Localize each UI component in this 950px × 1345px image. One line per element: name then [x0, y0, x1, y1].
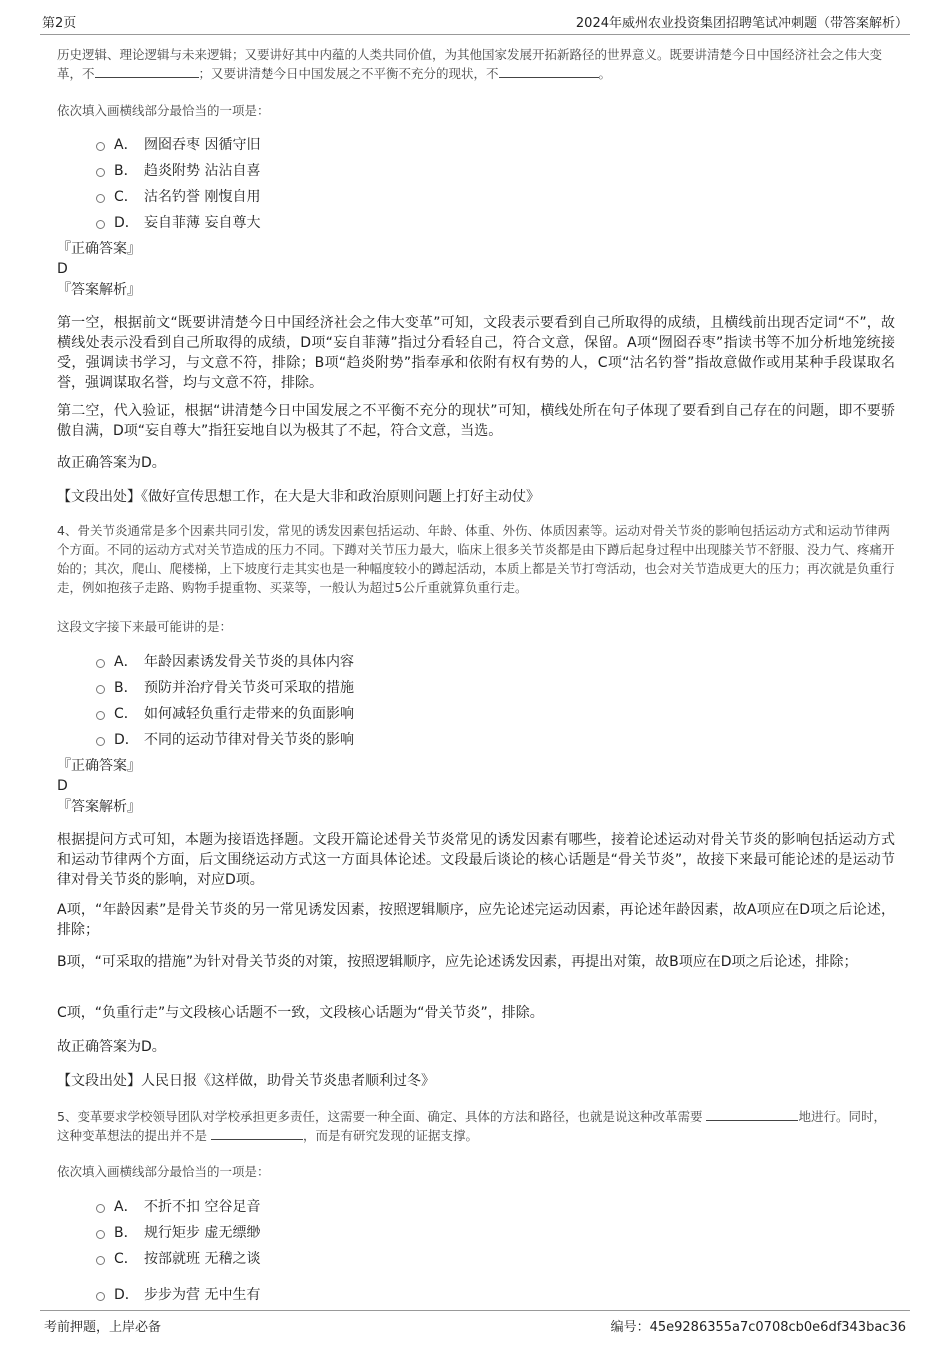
option-text: 囫囵吞枣 因循守旧: [144, 137, 261, 153]
question-5-options: [96, 1193, 696, 1307]
question-prompt: 依次填入画横线部分最恰当的一项是：: [57, 1164, 270, 1179]
question-3-options: [96, 131, 696, 235]
option-text: 趋炎附势 沾沾自喜: [144, 163, 261, 179]
analysis-label: 『答案解析』: [57, 799, 141, 815]
analysis-paragraph: 根据提问方式可知，本题为接语选择题。文段开篇论述骨关节炎常见的诱发因素有哪些，接着论述运动对骨关节炎的影响包括运动方式和运动节律两个方面，后文围绕运动方式这一方面具体论述。文段最后谈论的核心话题是“骨关节炎”，故接下来最可能论述的是运动节律对骨关节炎的影响，对应D项。: [57, 832, 895, 888]
option-letter: D．: [114, 215, 139, 231]
radio-icon[interactable]: [96, 1292, 105, 1301]
correct-answer-value: D: [57, 261, 68, 277]
radio-icon[interactable]: [96, 1204, 105, 1213]
radio-icon[interactable]: [96, 220, 105, 229]
option-letter: D．: [114, 1287, 139, 1303]
question-text-part: ；又要讲清楚今日中国发展之不平衡不充分的现状，不: [198, 66, 499, 81]
question-text-part: 5、变革要求学校领导团队对学校承担更多责任，这需要一种全面、确定、具体的方法和路径，也就是说这种改革需要: [57, 1109, 707, 1124]
analysis-paragraph: B项，“可采取的措施”为针对骨关节炎的对策，按照逻辑顺序，应先论述诱发因素，再提出对策，故B项应在D项之后论述，排除；: [57, 954, 858, 970]
option-text: 步步为营 无中生有: [144, 1287, 261, 1303]
page-header: [40, 12, 910, 35]
page-number: 第2页: [42, 16, 77, 31]
analysis-paragraph: A项，“年龄因素”是骨关节炎的另一常见诱发因素，按照逻辑顺序，应先论述完运动因素，再论述年龄因素，故A项应在D项之后论述，排除；: [57, 902, 895, 938]
radio-icon[interactable]: [96, 1230, 105, 1239]
analysis-paragraph: 第一空，根据前文“既要讲清楚今日中国经济社会之伟大变革”可知，文段表示要看到自己所取得的成绩，且横线前出现否定词“不”，故横线处表示没看到自己所取得的成绩，D项“妄自菲薄”指过分看轻自己，符合文意，保留。A项“囫囵吞枣”指读书等不加分析地笼统接受，强调读书学习，与文意不符，排除；B项“趋炎附势”指奉承和依附有权有势的人，C项“沽名钓誉”指故意做作或用某种手段谋取名誉，强调谋取名誉，均与文意不符，排除。: [57, 315, 895, 391]
option-letter: A．: [114, 1199, 138, 1215]
option-c[interactable]: [96, 183, 696, 209]
radio-icon[interactable]: [96, 737, 105, 746]
option-c[interactable]: [96, 1245, 696, 1271]
option-d[interactable]: [96, 1281, 696, 1307]
option-a[interactable]: [96, 648, 696, 674]
radio-icon[interactable]: [96, 142, 105, 151]
option-letter: B．: [114, 680, 138, 696]
option-b[interactable]: [96, 157, 696, 183]
option-letter: C．: [114, 189, 138, 205]
option-text: 沽名钓誉 刚愎自用: [144, 189, 261, 205]
correct-answer-label: 『正确答案』: [57, 758, 141, 774]
option-letter: C．: [114, 706, 138, 722]
option-letter: B．: [114, 163, 138, 179]
question-4-prompt: [57, 617, 895, 636]
option-b[interactable]: [96, 1219, 696, 1245]
page-footer: [40, 1310, 910, 1335]
option-text: 不折不扣 空谷足音: [144, 1199, 261, 1215]
radio-icon[interactable]: [96, 1256, 105, 1265]
option-letter: D．: [114, 732, 139, 748]
blank-line: [95, 65, 199, 78]
question-text-part: 。: [598, 66, 612, 81]
blank-line: [499, 65, 599, 78]
radio-icon[interactable]: [96, 711, 105, 720]
text-source: 【文段出处】《做好宣传思想工作，在大是大非和政治原则问题上打好主动仗》: [57, 489, 540, 505]
correct-answer-value: D: [57, 778, 68, 794]
radio-icon[interactable]: [96, 168, 105, 177]
text-source: 【文段出处】人民日报《这样做，助骨关节炎患者顺利过冬》: [57, 1073, 435, 1089]
question-4-text: [57, 521, 895, 597]
question-4-options: [96, 648, 696, 752]
analysis-conclusion: 故正确答案为D。: [57, 1039, 166, 1055]
question-prompt: 这段文字接下来最可能讲的是：: [57, 619, 233, 634]
option-text: 按部就班 无稽之谈: [144, 1251, 261, 1267]
radio-icon[interactable]: [96, 659, 105, 668]
option-letter: A．: [114, 654, 138, 670]
option-letter: B．: [114, 1225, 138, 1241]
option-a[interactable]: [96, 131, 696, 157]
analysis-paragraph: 第二空，代入验证，根据“讲清楚今日中国发展之不平衡不充分的现状”可知，横线处所在句子体现了要看到自己存在的问题，即不要骄傲自满，D项“妄自尊大”指狂妄地自以为极其了不起，符合文意，当选。: [57, 403, 895, 439]
option-text: 不同的运动节律对骨关节炎的影响: [144, 732, 354, 748]
option-d[interactable]: [96, 726, 696, 752]
question-5-text: [57, 1107, 895, 1145]
option-b[interactable]: [96, 674, 696, 700]
question-text-part: 历史逻辑、理论逻辑与未来逻辑；又要讲好其中内蕴的人类共同价值，为其他国家发展开拓新路径的世界意义。既要讲清楚今日中国经济社会之伟大变革，不: [57, 47, 883, 81]
footer-slogan: 考前押题，上岸必备: [44, 1320, 162, 1335]
option-text: 预防并治疗骨关节炎可采取的措施: [144, 680, 354, 696]
analysis-label: 『答案解析』: [57, 282, 141, 298]
question-5-prompt: [57, 1162, 895, 1181]
option-text: 年龄因素诱发骨关节炎的具体内容: [144, 654, 354, 670]
option-text: 如何减轻负重行走带来的负面影响: [144, 706, 354, 722]
option-c[interactable]: [96, 700, 696, 726]
option-text: 妄自菲薄 妄自尊大: [144, 215, 261, 231]
blank-line: [211, 1127, 303, 1140]
option-text: 规行矩步 虚无缥缈: [144, 1225, 261, 1241]
correct-answer-label: 『正确答案』: [57, 241, 141, 257]
option-d[interactable]: [96, 209, 696, 235]
question-text-part: 地进行。同时，这种变革想法的提出并不是: [57, 1109, 886, 1143]
question-text-part: ，而是有研究发现的证据支撑。: [302, 1128, 478, 1143]
blank-line: [706, 1108, 798, 1121]
question-text: 4、骨关节炎通常是多个因素共同引发，常见的诱发因素包括运动、年龄、体重、外伤、体质因素等。运动对骨关节炎的影响包括运动方式和运动节律两个方面。不同的运动方式对关节造成的压力不同。下蹲对关节压力最大，临床上很多关节炎都是由下蹲后起身过程中出现膝关节不舒服、没力气、疼痛开始的；其次，爬山、爬楼梯，上下坡度行走其实也是一种幅度较小的蹲起活动，本质上都是关节打弯活动，也会对关节造成更大的压力；再次就是负重行走，例如抱孩子走路、购物手提重物、买菜等，一般认为超过5公斤重就算负重行走。: [57, 523, 895, 595]
option-a[interactable]: [96, 1193, 696, 1219]
document-title: 2024年威州农业投资集团招聘笔试冲刺题（带答案解析）: [575, 16, 908, 31]
analysis-conclusion: 故正确答案为D。: [57, 455, 166, 471]
radio-icon[interactable]: [96, 685, 105, 694]
question-3-prompt: [57, 101, 895, 120]
radio-icon[interactable]: [96, 194, 105, 203]
question-3-text: [57, 45, 895, 83]
option-letter: C．: [114, 1251, 138, 1267]
document-code: 编号：45e9286355a7c0708cb0e6df343bac36: [610, 1320, 906, 1335]
analysis-paragraph: C项，“负重行走”与文段核心话题不一致，文段核心话题为“骨关节炎”，排除。: [57, 1005, 544, 1021]
question-prompt: 依次填入画横线部分最恰当的一项是：: [57, 103, 270, 118]
option-letter: A．: [114, 137, 138, 153]
